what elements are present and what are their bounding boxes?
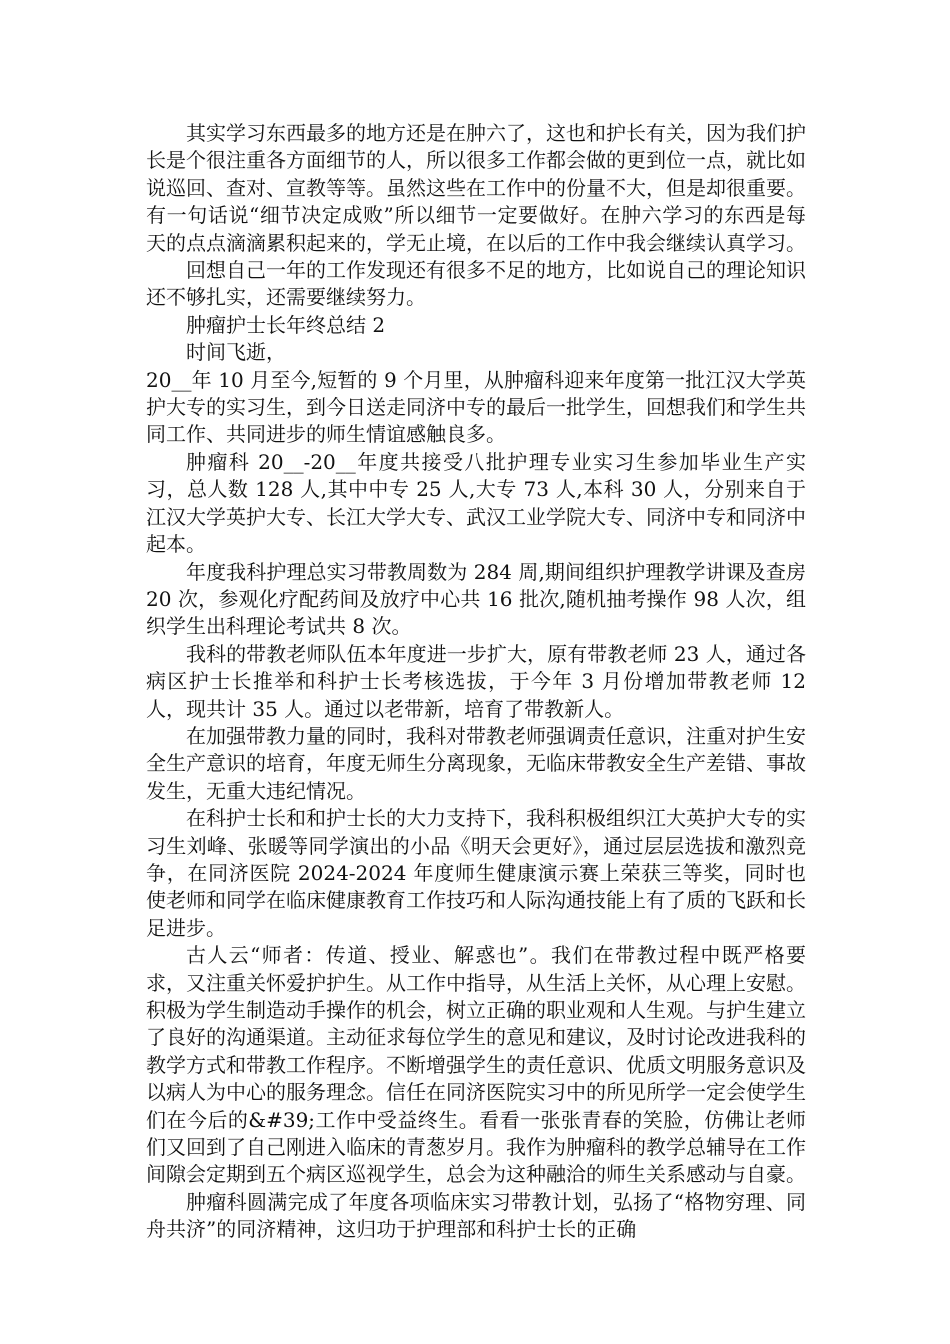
paragraph-xiao-liu-learning: 其实学习东西最多的地方还是在肿六了，这也和护长有关，因为我们护长是个很注重各方面细节的人，所以很多工作都会做的更到位一点，就比如说巡回、查对、宣教等等。虽然这些在工作中的份量不大，但是却很重要。有一句话说“细节决定成败”所以细节一定要做好。在肿六学习的东西是每天的点点滴滴累积起来的，学无止境，在以后的工作中我会继续认真学习。 [146,121,806,255]
paragraph-competition-award: 在科护士长和和护士长的大力支持下，我科积极组织江大英护大专的实习生刘峰、张暖等同学演出的小品《明天会更好》，通过层层选拔和激烈竞争，在同济医院 2024-2024 年度师生健康演示赛上荣获三等奖，同时也使老师和同学在临床健康教育工作技巧和人际沟通技能上有了质的飞跃和长足进步。 [146,806,806,940]
paragraph-time-flies: 时间飞逝， [186,340,286,365]
paragraph-intern-statistics: 肿瘤科 20__-20__年度共接受八批护理专业实习生参加毕业生产实习，总人数 128 人,其中中专 25 人,大专 73 人,本科 30 人，分别来自于江汉大学英护大专、长江大学大专、武汉工业学院大专、同济中专和同济中起本。 [146,449,806,557]
paragraph-teacher-team: 我科的带教老师队伍本年度进一步扩大，原有带教老师 23 人，通过各病区护士长推举和科护士长考核选拔，于今年 3 月份增加带教老师 12 人，现共计 35 人。通过以老带新，培育了带教新人。 [146,641,806,721]
paragraph-teaching-weeks: 年度我科护理总实习带教周数为 284 周,期间组织护理教学讲课及查房 20 次，参观化疗配药间及放疗中心共 16 批次,随机抽考操作 98 人次，组织学生出科理论考试共 8 次。 [146,559,806,639]
document-page [146,120,806,1244]
paragraph-plan-completed: 肿瘤科圆满完成了年度各项临床实习带教计划，弘扬了“格物穷理、同舟共济”的同济精神，这归功于护理部和科护士长的正确 [146,1189,806,1242]
paragraph-teacher-care: 古人云“师者：传道、授业、解惑也”。我们在带教过程中既严格要求，又注重关怀爱护护生。从工作中指导，从生活上关怀，从心理上安慰。积极为学生制造动手操作的机会，树立正确的职业观和人生观。与护生建立了良好的沟通渠道。主动征求每位学生的意见和建议，及时讨论改进我科的教学方式和带教工作程序。不断增强学生的责任意识、优质文明服务意识及以病人为中心的服务理念。信任在同济医院实习中的所见所学一定会使学生们在今后的&#39;工作中受益终生。看看一张张青春的笑脸，仿佛让老师们又回到了自己刚进入临床的青葱岁月。我作为肿瘤科的教学总辅导在工作间隙会定期到五个病区巡视学生，总会为这种融洽的师生关系感动与自豪。 [146,943,806,1187]
paragraph-self-reflection: 回想自己一年的工作发现还有很多不足的地方，比如说自己的理论知识还不够扎实，还需要继续努力。 [146,258,806,310]
paragraph-responsibility: 在加强带教力量的同时，我科对带教老师强调责任意识，注重对护生安全生产意识的培育，年度无师生分离现象，无临床带教安全生产差错、事故发生，无重大违纪情况。 [146,723,806,803]
paragraph-first-intern-batch: 20__年 10 月至今,短暂的 9 个月里，从肿瘤科迎来年度第一批江汉大学英护大专的实习生，到今日送走同济中专的最后一批学生，回想我们和学生共同工作、共同进步的师生情谊感触良多。 [146,367,806,447]
section-heading-summary-2: 肿瘤护士长年终总结 2 [186,312,386,337]
